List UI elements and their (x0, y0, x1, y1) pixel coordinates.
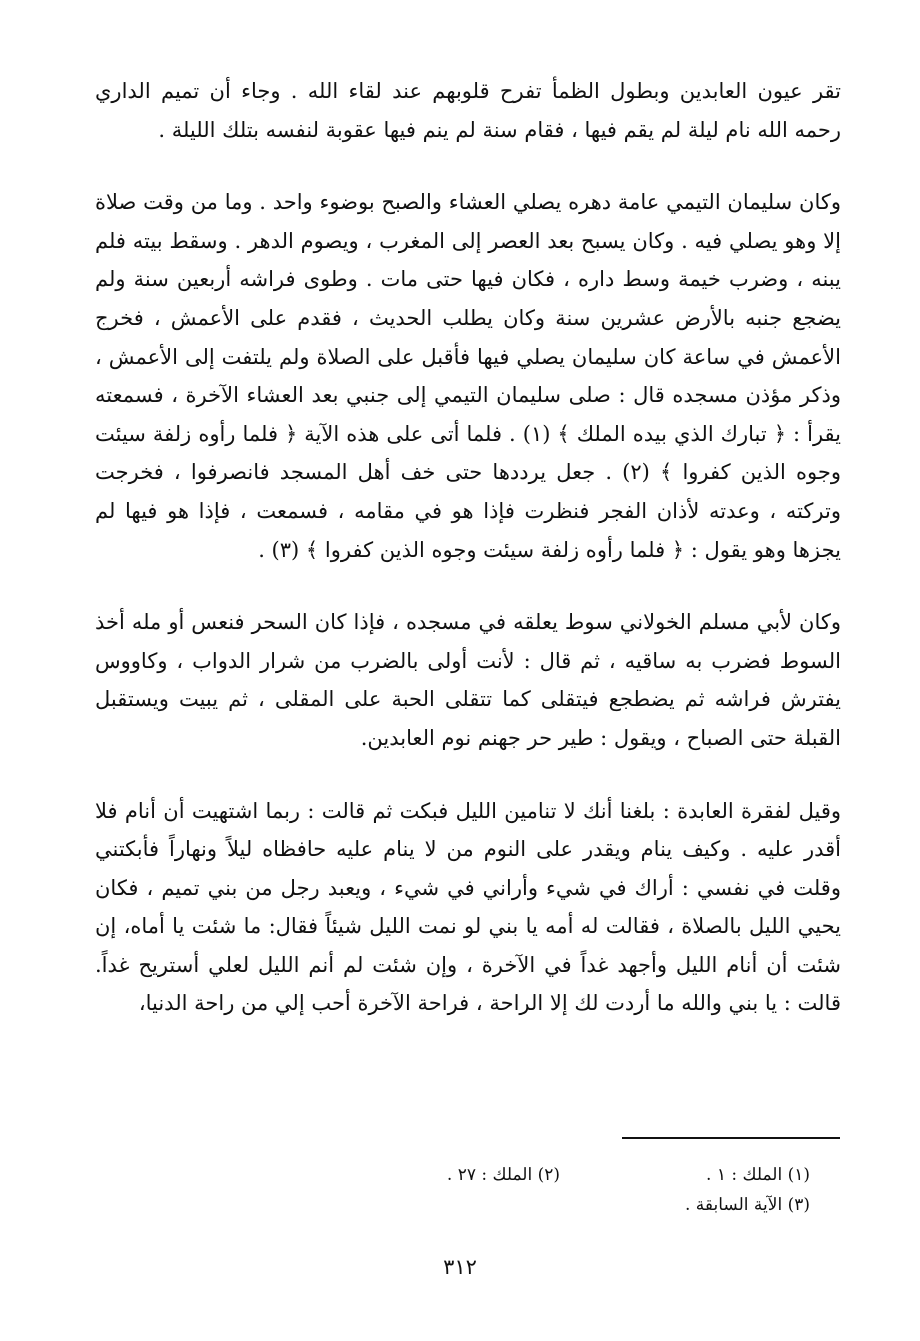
footnote-divider (622, 1137, 840, 1139)
paragraph-4: وقيل لفقرة العابدة : بلغنا أنك لا تنامين الليل فبكت ثم قالت : ربما اشتهيت أن أنام فلا أقدر عليه . وكيف ينام ويقدر على النوم من لا ينام عليه حافظاه ليلاً ونهاراً فأبكتني وقلت في نفسي : أراك في شيء وأراني في شيء ، ويعبد رجل من بني تميم ، فكان يحيي الليل بالصلاة ، فقالت له أمه يا بني لو نمت الليل شيئاً فقال: ما شئت يا أماه، إن شئت أن أنام الليل وأجهد غداً في الآخرة ، وإن شئت لم أنم الليل لعلي أستريح غداً. قالت : يا بني والله ما أردت لك إلا الراحة ، فراحة الآخرة أحب إلي من راحة الدنيا، (95, 798, 841, 1016)
paragraph-3: وكان لأبي مسلم الخولاني سوط يعلقه في مسجده ، فإذا كان السحر فنعس أو مله أخذ السوط فضرب به ساقيه ، ثم قال : لأنت أولى بالضرب من شرار الدواب ، وكاووس يفترش فراشه ثم يضطجع فيتقلى كما تتقلى الحبة على المقلى ، ثم يبيت ويستقبل القبلة حتى الصباح ، ويقول : طير حر جهنم نوم العابدين. (95, 610, 841, 750)
paragraph-2: وكان سليمان التيمي عامة دهره يصلي العشاء والصبح بوضوء واحد . وما من وقت صلاة إلا وهو يصلي فيه . وكان يسبح بعد العصر إلى المغرب ، ويصوم الدهر . وسقط بيته فلم يبنه ، وضرب خيمة وسط داره ، فكان فيها حتى مات . وطوى فراشه أربعين سنة ولم يضجع جنبه بالأرض عشرين سنة وكان يطلب الحديث ، فقدم على الأعمش ، فخرج الأعمش في ساعة كان سليمان يصلي فيها فأقبل على الصلاة ولم يلتفت إلى الأعمش ، وذكر مؤذن مسجده قال : صلى سليمان التيمي إلى جنبي بعد العشاء الآخرة ، فسمعته يقرأ : ﴿ تبارك الذي بيده الملك ﴾ (١) . فلما أتى على هذه الآية ﴿ فلما رأوه زلفة سيئت وجوه الذين كفروا ﴾ (٢) . جعل يرددها حتى خف أهل المسجد فانصرفوا ، فخرجت وتركته ، وعدته لأذان الفجر فنظرت فإذا هو في مقامه ، فسمعت ، فإذا هو فيها لم يجزها وهو يقول : ﴿ فلما رأوه زلفة سيئت وجوه الذين كفروا ﴾ (٣) . (95, 190, 842, 562)
footnote-1: (١) الملك : ١ . (706, 1165, 810, 1185)
page-number: ٣١٢ (443, 1255, 477, 1279)
footnote-3: (٣) الآية السابقة . (685, 1195, 810, 1215)
paragraph-1: تقر عيون العابدين وبطول الظمأ تفرح قلوبهم عند لقاء الله . وجاء أن تميم الداري رحمه الله نام ليلة لم يقم فيها ، فقام سنة لم ينم فيها عقوبة لنفسه بتلك الليلة . (95, 79, 841, 142)
footnote-2: (٢) الملك : ٢٧ . (446, 1165, 560, 1185)
main-text (95, 72, 841, 1023)
footnote-row-1 (260, 1160, 810, 1190)
footnotes (260, 1160, 810, 1220)
